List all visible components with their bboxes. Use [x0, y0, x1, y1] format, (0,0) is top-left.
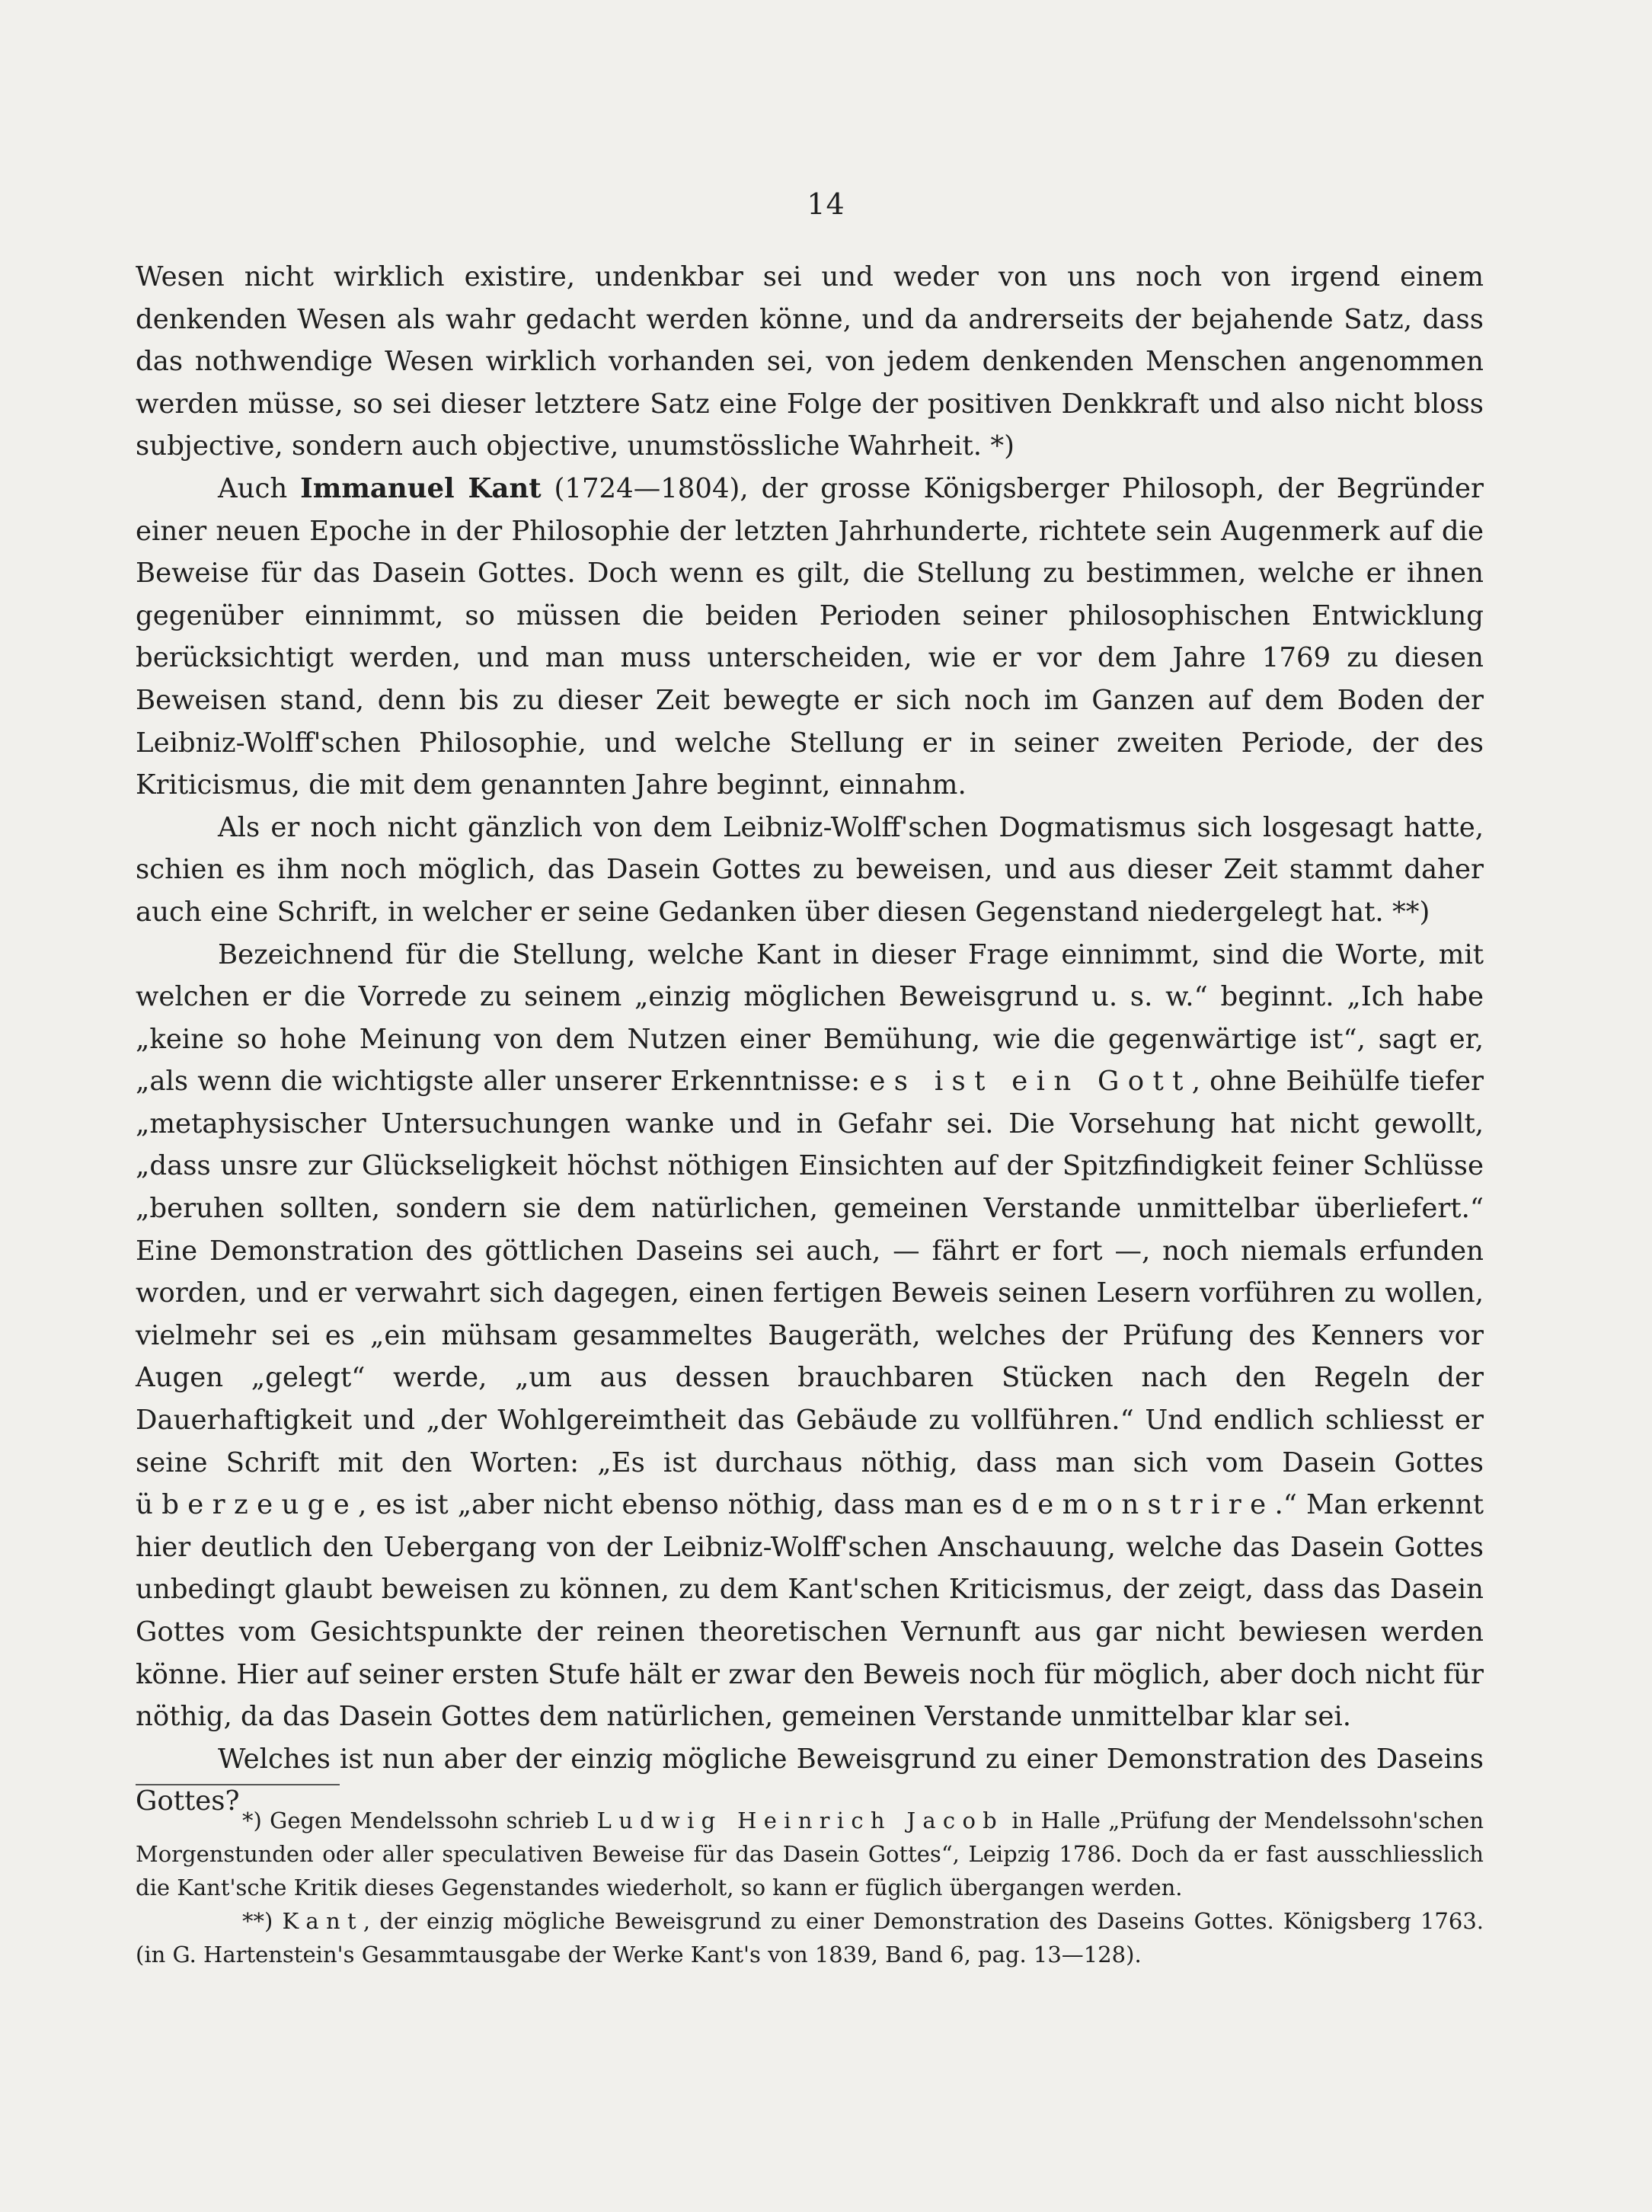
- spaced-emphasis-2: überzeuge: [136, 1489, 359, 1521]
- footnote-1-text: in Halle „Prüfung der Mendelssohn'schen Morgenstunden oder aller speculativen Beweise für das Dasein Gottes“, Leipzig 1786. Doch da er fast ausschliesslich die Kant'sche Kritik dieses Gegenstandes wiederholt, so kann er füglich übergangen werden.: [136, 1808, 1484, 1900]
- spaced-emphasis-1: es ist ein Gott: [869, 1066, 1192, 1098]
- paragraph-4: [136, 934, 1484, 1738]
- footnote-1-name: Ludwig Heinrich Jacob: [596, 1808, 1005, 1833]
- page-number: 14: [807, 187, 845, 221]
- paragraph-5-text: Welches ist nun aber der einzig mögliche Beweisgrund zu einer Demonstration des Daseins Gottes?: [136, 1743, 1484, 1817]
- paragraph-1: [136, 256, 1484, 468]
- footnote-2-name: Kant: [282, 1908, 363, 1934]
- paragraph-4-text-a: Bezeichnend für die Stellung, welche Kant in dieser Frage einnimmt, sind die Worte, mit welchen er die Vorrede zu seinem „einzig möglichen Beweisgrund u. s. w.“ beginnt. „Ich habe „keine so hohe Meinung von dem Nutzen einer Bemühung, wie die gegenwärtige ist“, sagt er, „als wenn die wichtigste aller unserer Erkenntnisse:: [136, 938, 1484, 1098]
- footnote-2: [136, 1904, 1484, 1971]
- paragraph-2-lead: Auch: [218, 472, 301, 504]
- footnotes: [136, 1804, 1484, 1971]
- paragraph-1-text: Wesen nicht wirklich existire, undenkbar sei und weder von uns noch von irgend einem denkenden Wesen als wahr gedacht werden könne, und da andrerseits der bejahende Satz, dass das nothwendige Wesen wirklich vorhanden sei, von jedem denkenden Menschen angenommen werden müsse, so sei dieser letztere Satz eine Folge der positiven Denkkraft und also nicht bloss subjective, sondern auch objective, unumstössliche Wahrheit. *): [136, 261, 1484, 462]
- main-text: [136, 256, 1484, 1823]
- footnote-2-lead: **): [242, 1908, 283, 1934]
- footnote-1: [136, 1804, 1484, 1904]
- kant-name-bold: Immanuel Kant: [300, 472, 542, 504]
- paragraph-4-text-d: .“ Man erkennt hier deutlich den Uebergang von der Leibniz-Wolff'schen Anschauung, welche das Dasein Gottes unbedingt glaubt beweisen zu können, zu dem Kant'schen Kriticismus, der zeigt, dass das Dasein Gottes vom Gesichtspunkte der reinen theoretischen Vernunft aus gar nicht bewiesen werden könne. Hier auf seiner ersten Stufe hält er zwar den Beweis noch für möglich, aber doch nicht für nöthig, da das Dasein Gottes dem natürlichen, gemeinen Verstande unmittelbar klar sei.: [136, 1489, 1484, 1733]
- paragraph-3: [136, 807, 1484, 934]
- paragraph-2-text: (1724—1804), der grosse Königsberger Philosoph, der Begründer einer neuen Epoche in der Philosophie der letzten Jahrhunderte, richtete sein Augenmerk auf die Beweise für das Dasein Gottes. Doch wenn es gilt, die Stellung zu bestimmen, welche er ihnen gegenüber einnimmt, so müssen die beiden Perioden seiner philosophischen Entwicklung berücksichtigt werden, und man muss unterscheiden, wie er vor dem Jahre 1769 zu diesen Beweisen stand, denn bis zu dieser Zeit bewegte er sich noch im Ganzen auf dem Boden der Leibniz-Wolff'schen Philosophie, und welche Stellung er in seiner zweiten Periode, der des Kriticismus, die mit dem genannten Jahre beginnt, einnahm.: [136, 472, 1484, 801]
- paragraph-4-text-c: , es ist „aber nicht ebenso nöthig, dass man es: [358, 1489, 1012, 1521]
- paragraph-2: [136, 468, 1484, 807]
- paragraph-4-text-b: , ohne Beihülfe tiefer „metaphysischer Untersuchungen wanke und in Gefahr sei. Die Vorsehung hat nicht gewollt, „dass unsre zur Glückseligkeit höchst nöthigen Einsichten auf der Spitzfindigkeit feiner Schlüsse „beruhen sollten, sondern sie dem natürlichen, gemeinen Verstande unmittelbar überliefert.“ Eine Demonstration des göttlichen Daseins sei auch, — fährt er fort —, noch niemals erfunden worden, und er verwahrt sich dagegen, einen fertigen Beweis seinen Lesern vorführen zu wollen, vielmehr sei es „ein mühsam gesammeltes Baugeräth, welches der Prüfung des Kenners vor Augen „gelegt“ werde, „um aus dessen brauchbaren Stücken nach den Regeln der Dauerhaftigkeit und „der Wohlgereimtheit das Gebäude zu vollführen.“ Und endlich schliesst er seine Schrift mit den Worten: „Es ist durchaus nöthig, dass man sich vom Dasein Gottes: [136, 1066, 1484, 1478]
- spaced-emphasis-3: demonstrire: [1011, 1489, 1275, 1521]
- footnote-divider: [136, 1784, 340, 1785]
- paragraph-3-text: Als er noch nicht gänzlich von dem Leibniz-Wolff'schen Dogmatismus sich losgesagt hatte, schien es ihm noch möglich, das Dasein Gottes zu beweisen, und aus dieser Zeit stammt daher auch eine Schrift, in welcher er seine Gedanken über diesen Gegenstand niedergelegt hat. **): [136, 811, 1484, 928]
- footnote-2-text: , der einzig mögliche Beweisgrund zu einer Demonstration des Daseins Gottes. Königsberg 1763. (in G. Hartenstein's Gesammtausgabe der Werke Kant's von 1839, Band 6, pag. 13—128).: [136, 1908, 1484, 1967]
- footnote-1-lead: *) Gegen Mendelssohn schrieb: [242, 1808, 597, 1833]
